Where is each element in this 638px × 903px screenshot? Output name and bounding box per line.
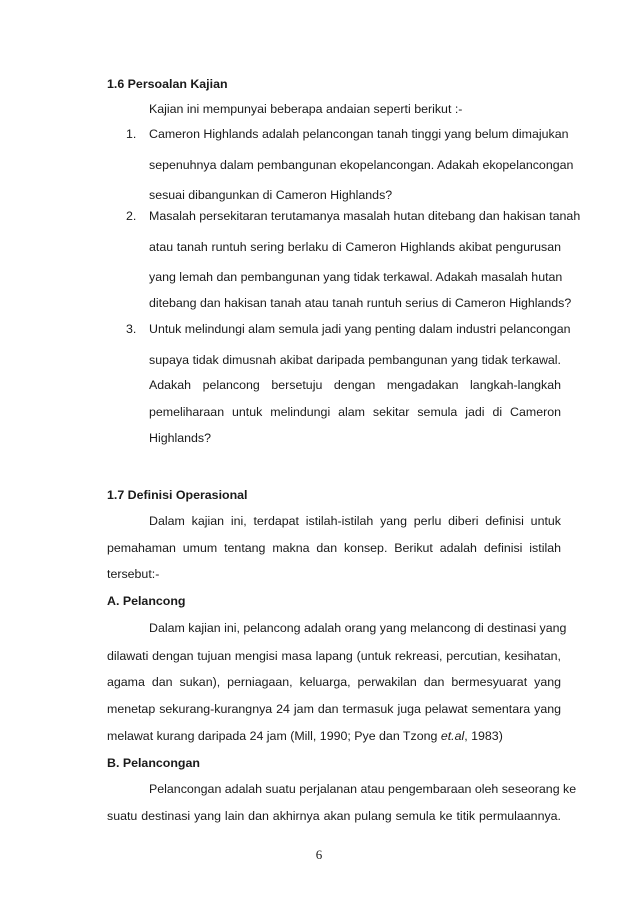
citation-text: melawat kurang daripada 24 jam (Mill, 1990; Pye dan Tzong — [107, 729, 441, 743]
subheading-b: B. Pelancongan — [107, 756, 200, 770]
list-number-2: 2. — [126, 209, 137, 223]
list-line: yang lemah dan pembangunan yang tidak terkawal. Adakah masalah hutan — [149, 270, 563, 284]
list-line: Masalah persekitaran terutamanya masalah hutan ditebang dan hakisan tanah — [149, 209, 581, 223]
list-line: Untuk melindungi alam semula jadi yang penting dalam industri pelancongan — [149, 322, 571, 336]
list-number-3: 3. — [126, 322, 137, 336]
section-heading-1-7: 1.7 Definisi Operasional — [107, 488, 248, 502]
paragraph-line: tersebut:- — [107, 567, 160, 581]
list-line: supaya tidak dimusnah akibat daripada pembangunan yang tidak terkawal. — [149, 353, 561, 367]
paragraph-line: agama dan sukan), perniagaan, keluarga, perwakilan dan bermesyuarat yang — [107, 675, 561, 689]
paragraph-line: Dalam kajian ini, terdapat istilah-istilah yang perlu diberi definisi untuk — [149, 514, 561, 528]
citation-italic: et.al — [440, 729, 465, 743]
intro-text: Kajian ini mempunyai beberapa andaian seperti berikut :- — [149, 102, 463, 116]
list-line: sesuai dibangunkan di Cameron Highlands? — [149, 188, 393, 202]
list-line: Adakah pelancong bersetuju dengan mengadakan langkah-langkah — [149, 378, 561, 392]
paragraph-line: Pelancongan adalah suatu perjalanan atau pengembaraan oleh seseorang ke — [149, 782, 577, 796]
list-line: Highlands? — [149, 431, 211, 445]
list-line: Cameron Highlands adalah pelancongan tanah tinggi yang belum dimajukan — [149, 127, 569, 141]
list-line: atau tanah runtuh sering berlaku di Cameron Highlands akibat pengurusan — [149, 240, 561, 254]
paragraph-line: Dalam kajian ini, pelancong adalah orang yang melancong di destinasi yang — [149, 621, 567, 635]
paragraph-line: menetap sekurang-kurangnya 24 jam dan termasuk juga pelawat sementara yang — [107, 702, 561, 716]
paragraph-line: pemahaman umum tentang makna dan konsep. Berikut adalah definisi istilah — [107, 541, 561, 555]
list-line: ditebang dan hakisan tanah atau tanah runtuh serius di Cameron Highlands? — [149, 296, 572, 310]
list-line: pemeliharaan untuk melindungi alam sekitar semula jadi di Cameron — [149, 405, 561, 419]
paragraph-line: suatu destinasi yang lain dan akhirnya akan pulang semula ke titik permulaannya. — [107, 809, 561, 823]
list-number-1: 1. — [126, 127, 137, 141]
paragraph-line-citation — [107, 728, 503, 744]
list-line: sepenuhnya dalam pembangunan ekopelancongan. Adakah ekopelancongan — [149, 158, 574, 172]
subheading-a: A. Pelancong — [107, 594, 186, 608]
citation-year: , 1983) — [464, 729, 503, 743]
paragraph-line: dilawati dengan tujuan mengisi masa lapang (untuk rekreasi, percutian, kesihatan, — [107, 649, 561, 663]
section-heading-1-6: 1.6 Persoalan Kajian — [107, 77, 228, 91]
page-number: 6 — [315, 847, 323, 862]
